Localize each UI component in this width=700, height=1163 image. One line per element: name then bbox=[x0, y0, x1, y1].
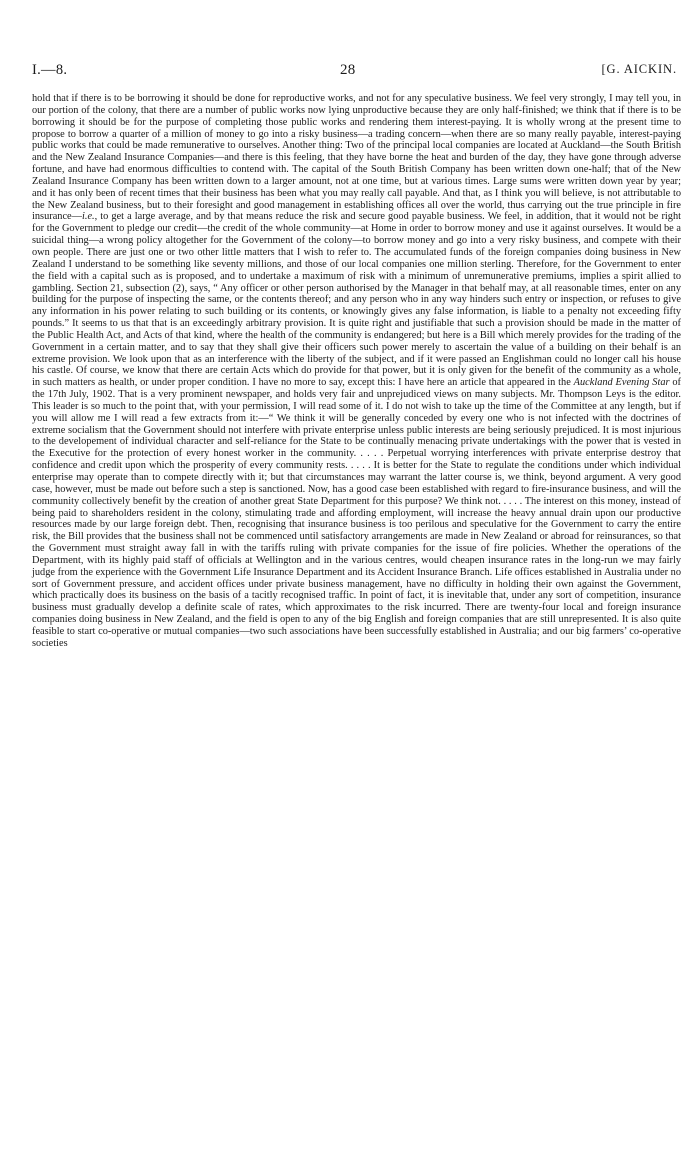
abbreviation-ie: i.e. bbox=[81, 211, 95, 223]
paragraph bbox=[32, 93, 681, 650]
speaker-name: [G. AICKIN. bbox=[601, 62, 677, 76]
paper-reference: I.—8. bbox=[32, 62, 68, 78]
newspaper-title: Auckland Evening Star bbox=[573, 377, 670, 389]
page-number: 28 bbox=[340, 62, 356, 78]
page-header bbox=[30, 62, 680, 84]
text-segment-2: , to get a large average, and by that means reduce the risk and secure good payable business. We feel, in addition, that it would not be right for the Government to pledge our credit—the credit of the whole community—at Home in order to borrow money and use it against ourselves. It would be a suicidal thing—a wrong policy altogether for the Government of the colony—to borrow money and go into a very risky business, and compete with their own people. There are just one or two other little matters that I wish to refer to. The accumulated funds of the foreign companies doing business in New Zealand I understand to be something like seventy millions, and those of our local companies one million sterling. Therefore, for the Government to enter the field with a capital such as is proposed, and to undertake a maximum of risk with a minimum of unremunerative premiums, implies a spirit allied to gambling. Section 21, subsection (2), says, “ Any officer or other person authorised by the Manager in that behalf may, at all reasonable times, enter on any building for the purpose of inspecting the same, or the contents thereof; and any person who in any way hinders such entry or inspection, or refuses to give any information in his power relating to such building or its contents, or knowingly gives any false information, is liable to a penalty not exceeding fifty pounds.” It seems to us that that is an exceedingly arbitrary provision. It is quite right and justifiable that such a provision should be made in the matter of the Public Health Act, and Acts of that kind, where the health of the community is endangered; but here is a Bill which merely provides for the trading of the Government in a certain matter, and to say that they shall give their officers such power merely to ascertain the value of a building on their behalf is an extreme provision. We look upon that as an interference with the liberty of the subject, and if it were passed an Englishman could no longer call his house his castle. Of course, we know that there are certain Acts which do provide for that power, but it is only given for the benefit of the community as a whole, in such matters as health, or under proper condition. I have no more to say, except this: I have here an article that appeared in the bbox=[32, 211, 681, 389]
text-segment-3: of the 17th July, 1902. That is a very prominent newspaper, and holds very fair and unprejudiced views on many subjects. Mr. Thompson Leys is the editor. This leader is so much to the point that, with your permission, I will read some of it. I do not wish to take up the time of the Committee at any length, but if you will allow me I will read a few extracts from it:—“ We think it will be generally conceded by every one who is not infected with the doctrines of extreme socialism that the Government should not interfere with private enterprise unless public interests are being seriously prejudiced. It is most injurious to the developement of individual character and self-reliance for the State to be continually menacing private undertakings with the power that is vested in the Executive for the protection of every honest worker in the community. . . . . Perpetual worrying interferences with private enterprise destroy that confidence and credit upon which the prosperity of every community rests. . . . . It is better for the State to regulate the conditions under which individual enterprise may operate than to compete directly with it; but that circumstances may warrant the latter course is, we think, beyond argument. A very good case, however, must be made out before such a step is sanctioned. Now, has a good case been established with regard to fire-insurance business, and will the community collectively benefit by the creation of another great State Department for this purpose? We think not. . . . . The interest on this money, instead of being paid to shareholders resident in the colony, stimulating trade and affording employment, will increase the heavy annual drain upon our productive resources made by our large foreign debt. Then, recognising that insurance business is too perilous and speculative for the Government to carry the entire risk, the Bill provides that the business shall not be commenced until satisfactory arrangements are made in New Zealand or abroad for reinsurances, so that the Government must straight away fall in with the tariffs ruling with private companies for the issue of fire policies. Whether the operations of the Department, with its highly paid staff of officials at Wellington and in the various centres, would cheapen insurance rates in the long-run we may fairly judge from the experience with the Government Life Insurance Department and its Accident Insurance Branch. Life offices established in Australia under no sort of Government pressure, and accident offices under private business management, have no difficulty in holding their own against the Government, which practically does its business on the basis of a tacitly recognised traffic. In point of fact, it is inevitable that, under any sort of competition, insurance business must gradually develop a definite scale of rates, which approximates to the risk incurred. There are twenty-four local and foreign insurance companies doing business in New Zealand, and the field is open to any of the big English and foreign companies that are still unrepresented. It is also quite feasible to start co-operative or mutual companies—two such associations have been successfully established in Australia; and our big farmers’ co-operative societies bbox=[32, 377, 682, 649]
text-segment-1: hold that if there is to be borrowing it should be done for reproductive works, and not for any speculative business. We feel very strongly, I may tell you, in our portion of the colony, that there are a number of public works now lying unproductive because they are only half-finished; we think that if there is to be borrowing it should be for the purpose of completing those public works and rendering them interest-paying. It is wholly wrong at the present time to propose to borrow a quarter of a million of money to go into a risky business—a trading concern—when there are so many really payable, interest-paying public works that could be made remunerative to ourselves. Another thing: Two of the principal local companies are located at Auckland—the South British and the New Zealand Insurance Companies—and there is this feeling, that they have borne the heat and burden of the day, they have gone through adverse fortune, and have had enormous difficulties to contend with. The capital of the South British Company has been written down one-half; that of the New Zealand Insurance Company has been written down to a larger amount, not at one time, but at various times. Large sums were written down year by year; and it has only been of recent times that their business has been what you may really call payable. And that, as I think you will believe, is not attributable to the New Zealand business, but to their foresight and good management in establishing offices all over the world, thus carrying out the true principle in fire insurance— bbox=[32, 93, 681, 223]
body-text bbox=[32, 93, 681, 650]
